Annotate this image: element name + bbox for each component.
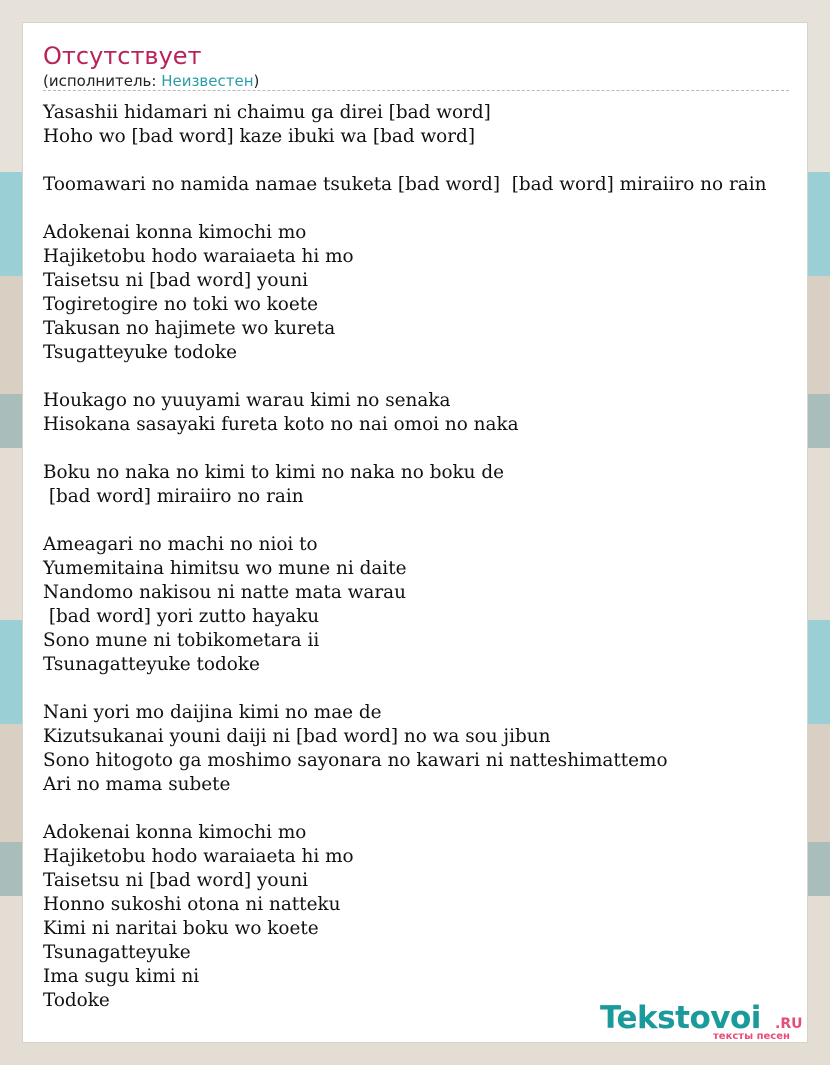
lyric-line: [bad word] miraiiro no rain xyxy=(43,486,304,507)
lyric-line: Hoho wo [bad word] kaze ibuki wa [bad word] xyxy=(43,126,475,147)
lyric-line xyxy=(43,365,766,389)
artist-prefix: (исполнитель: xyxy=(43,72,162,90)
lyric-line xyxy=(43,197,766,221)
lyric-line xyxy=(43,797,766,821)
lyric-line: Ameagari no machi no nioi to xyxy=(43,534,318,555)
logo-name: Tekstovoi xyxy=(600,1000,761,1036)
lyric-line xyxy=(43,437,766,461)
lyric-line: Taisetsu ni [bad word] youni xyxy=(43,870,309,891)
lyric-line: Sono hitogoto ga moshimo sayonara no kawari ni natteshimattemo xyxy=(43,750,668,771)
lyric-line: Tsunagatteyuke todoke xyxy=(43,654,260,675)
lyrics-text xyxy=(43,101,766,1013)
lyric-line: Adokenai konna kimochi mo xyxy=(43,822,307,843)
artist-suffix: ) xyxy=(253,72,260,90)
lyric-line: Takusan no hajimete wo kureta xyxy=(43,318,336,339)
lyric-line: Yumemitaina himitsu wo mune ni daite xyxy=(43,558,407,579)
lyric-line: Houkago no yuuyami warau kimi no senaka xyxy=(43,390,451,411)
logo-tld: .RU xyxy=(775,1016,803,1032)
lyrics-card xyxy=(22,22,808,1043)
lyric-line: Boku no naka no kimi to kimi no naka no boku de xyxy=(43,462,505,483)
lyric-line: Hisokana sasayaki fureta koto no nai omoi no naka xyxy=(43,414,519,435)
lyric-line: Toomawari no namida namae tsuketa [bad word] [bad word] miraiiro no rain xyxy=(43,174,767,195)
lyric-line: Kimi ni naritai boku wo koete xyxy=(43,918,319,939)
artist-link[interactable]: Неизвестен xyxy=(161,72,254,90)
lyric-line: Nani yori mo daijina kimi no mae de xyxy=(43,702,382,723)
lyric-line: Honno sukoshi otona ni natteku xyxy=(43,894,341,915)
song-title: Отсутствует xyxy=(43,42,202,70)
lyric-line xyxy=(43,677,766,701)
site-logo[interactable] xyxy=(600,999,808,1043)
lyric-line: Hajiketobu hodo waraiaeta hi mo xyxy=(43,246,354,267)
lyric-line: Togiretogire no toki wo koete xyxy=(43,294,319,315)
lyric-line: Nandomo nakisou ni natte mata warau xyxy=(43,582,406,603)
lyric-line: Tsugatteyuke todoke xyxy=(43,342,238,363)
lyric-line: Yasashii hidamari ni chaimu ga direi [bad word] xyxy=(43,102,491,123)
logo-tagline: тексты песен xyxy=(713,1031,790,1042)
lyric-line: Ari no mama subete xyxy=(43,774,231,795)
lyric-line: Ima sugu kimi ni xyxy=(43,966,200,987)
lyric-line xyxy=(43,149,766,173)
title-divider xyxy=(43,90,789,91)
lyric-line: Tsunagatteyuke xyxy=(43,942,191,963)
lyric-line: Todoke xyxy=(43,990,110,1011)
lyric-line: Kizutsukanai youni daiji ni [bad word] no wa sou jibun xyxy=(43,726,551,747)
lyric-line: [bad word] yori zutto hayaku xyxy=(43,606,320,627)
lyric-line: Taisetsu ni [bad word] youni xyxy=(43,270,309,291)
lyric-line: Hajiketobu hodo waraiaeta hi mo xyxy=(43,846,354,867)
lyric-line: Sono mune ni tobikometara ii xyxy=(43,630,320,651)
lyric-line xyxy=(43,509,766,533)
lyric-line: Adokenai konna kimochi mo xyxy=(43,222,307,243)
artist-line xyxy=(43,72,259,90)
